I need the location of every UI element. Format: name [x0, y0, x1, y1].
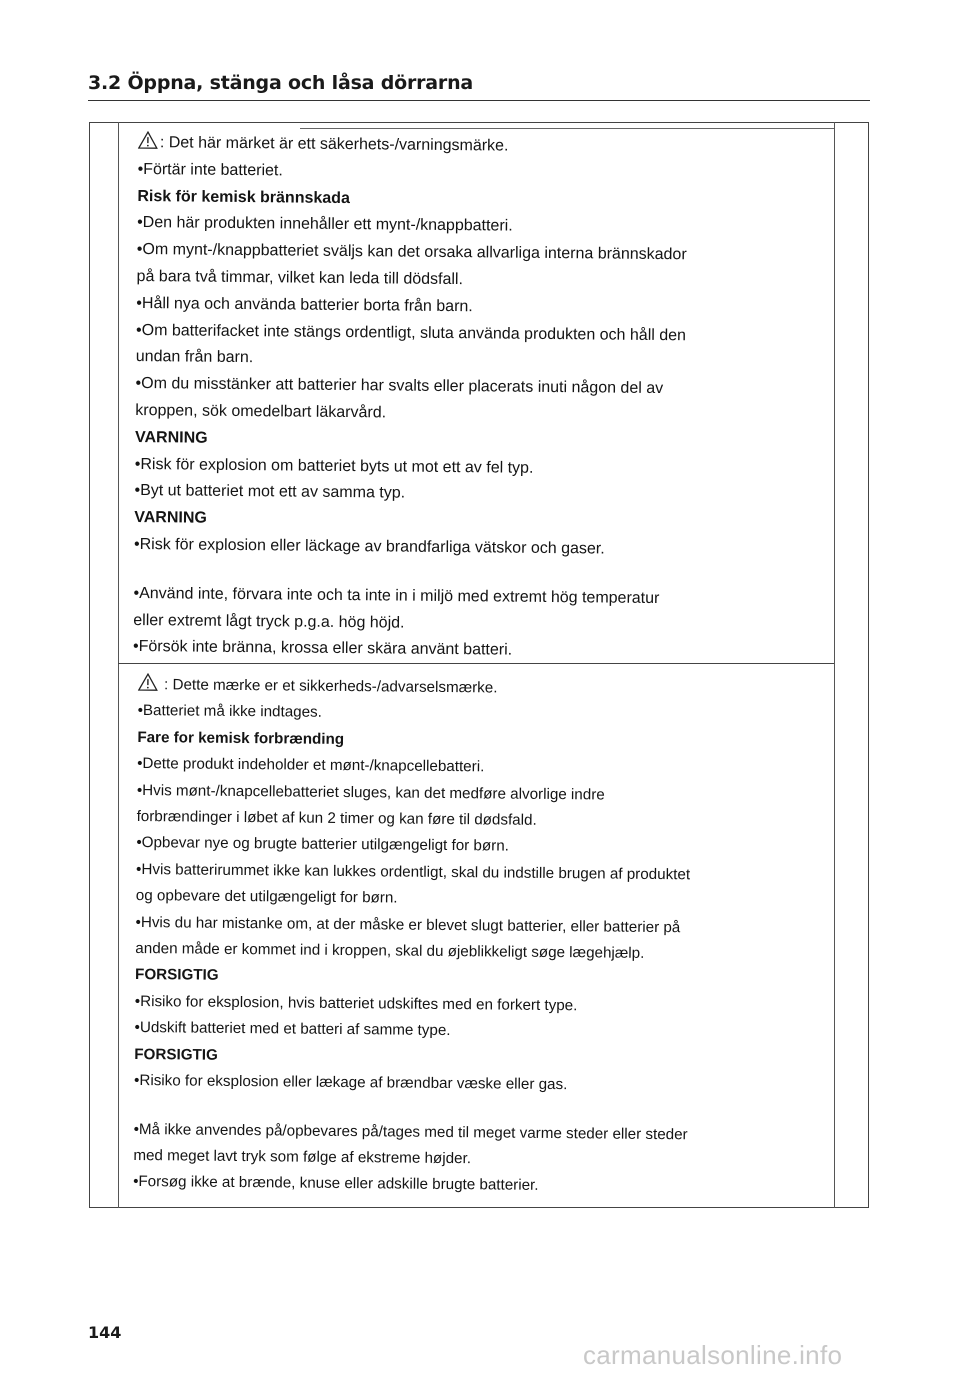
text-line: •Risiko for eksplosion, hvis batteriet udskiftes med en forkert type.	[134, 992, 578, 1015]
text-line: •Risk för explosion eller läckage av brandfarliga vätskor och gaser.	[133, 535, 605, 558]
text-line: •Hvis mønt-/knapcellebatteriet sluges, kan det medføre alvorlige indre	[136, 781, 605, 804]
text-line: •Forsøg ikke at brænde, knuse eller adskille brugte batterier.	[133, 1173, 539, 1195]
section-heading: VARNING	[134, 428, 208, 447]
swedish-lines	[133, 157, 818, 668]
text-line: •Må ikke anvendes på/opbevares på/tages med til meget varme steder eller steder	[133, 1120, 688, 1143]
watermark: carmanualsonline.info	[583, 1340, 843, 1370]
text-line: forbrændinger i løbet af kun 2 timer og kan føre til dødsfald.	[136, 808, 537, 829]
text-line: •Håll nya och använda batterier borta från barn.	[136, 294, 473, 316]
section-heading: VARNING	[134, 509, 207, 527]
text-line: kroppen, sök omedelbart läkarvård.	[135, 401, 387, 422]
swedish-section	[133, 130, 818, 668]
text-line: •Om mynt-/knappbatteriet sväljs kan det orsaka allvarliga interna brännskador	[136, 241, 687, 264]
text-line: •Försök inte bränna, krossa eller skära använt batteri.	[132, 638, 513, 659]
section-heading: FORSIGTIG	[135, 966, 219, 985]
text-line: •Risk för explosion om batteriet byts ut mot ett av fel typ.	[134, 455, 534, 477]
text-line: med meget lavt tryk som følge af ekstreme højder.	[133, 1146, 472, 1168]
danish-symbol-text: : Dette mærke er et sikkerheds-/advarselsmærke.	[159, 676, 498, 697]
text-line: undan från barn.	[135, 348, 254, 367]
section-heading: Fare for kemisk forbrænding	[137, 728, 345, 748]
page-title: 3.2 Öppna, stänga och låsa dörrarna	[88, 72, 474, 94]
box-inner-right-rule	[834, 122, 835, 1208]
text-line: •Risiko for eksplosion eller lækage af brændbar væske eller gas.	[133, 1072, 568, 1094]
text-line: anden måde er kommet ind i kroppen, skal du øjeblikkeligt søge lægehjælp.	[135, 940, 645, 962]
text-line: •Opbevar nye og brugte batterier utilgængeligt for børn.	[136, 834, 509, 856]
box-top-rule	[300, 128, 834, 129]
text-line: og opbevare det utilgængeligt for børn.	[135, 887, 398, 907]
danish-section	[133, 672, 818, 1202]
warning-triangle-icon	[138, 131, 158, 149]
text-line: •Byt ut batteriet mot ett av samma typ.	[134, 482, 406, 502]
text-line: •Förtär inte batteriet.	[137, 160, 283, 180]
swedish-symbol-text: : Det här märket är ett säkerhets-/varningsmärke.	[159, 134, 509, 155]
text-line: •Den här produkten innehåller ett mynt-/knappbatteri.	[137, 214, 513, 235]
section-heading: Risk för kemisk brännskada	[137, 187, 350, 207]
text-line: •Udskift batteriet med et batteri af samme type.	[134, 1019, 451, 1040]
box-inner-left-rule	[118, 122, 119, 1208]
text-line: på bara två timmar, vilket kan leda till dödsfall.	[136, 267, 464, 289]
section-heading: FORSIGTIG	[134, 1045, 218, 1064]
text-line: •Hvis du har mistanke om, at der måske er blevet slugt batterier, eller batterier på	[135, 913, 681, 936]
page-number: 144	[88, 1323, 122, 1342]
text-line: eller extremt lågt tryck p.g.a. hög höjd.	[133, 611, 405, 632]
page-header	[88, 72, 870, 101]
warning-triangle-icon	[138, 673, 158, 691]
text-line: •Dette produkt indeholder et mønt-/knapcellebatteri.	[137, 755, 485, 776]
text-line: •Använd inte, förvara inte och ta inte in i miljö med extremt hög temperatur	[133, 584, 660, 607]
text-line: •Om batterifacket inte stängs ordentligt, sluta använda produkten och håll den	[135, 321, 687, 344]
text-line: •Hvis batterirummet ikke kan lukkes ordentligt, skal du indstille brugen af produktet	[136, 860, 691, 884]
text-line: •Om du misstänker att batterier har svalts eller placerats inuti någon del av	[135, 375, 664, 398]
danish-lines	[133, 698, 818, 1202]
text-line: •Batteriet må ikke indtages.	[137, 702, 322, 722]
